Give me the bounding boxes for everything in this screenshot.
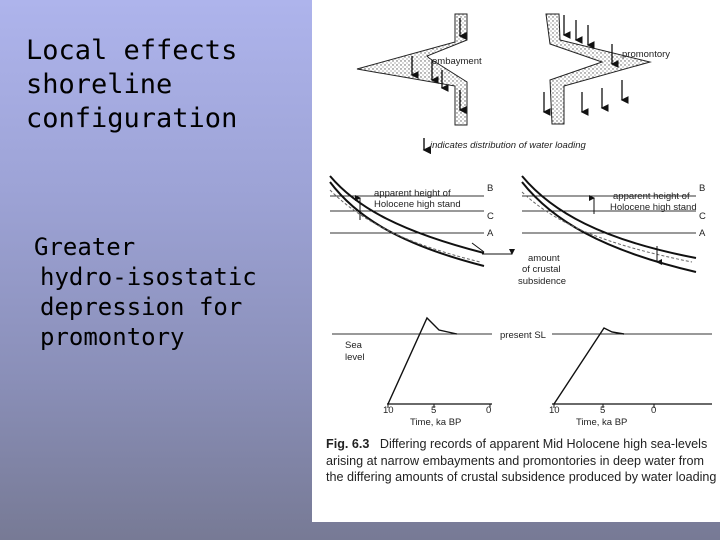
label-c: C — [699, 211, 706, 222]
title-line: configuration — [26, 103, 238, 134]
tick-label: 0 — [486, 405, 492, 416]
tick-label: 5 — [431, 405, 437, 416]
label-b: B — [487, 183, 494, 194]
title-line: shoreline — [26, 69, 173, 100]
present-sl-label: present SL — [500, 330, 546, 341]
sea-level-graph-2 — [552, 328, 712, 408]
label-c: C — [487, 211, 494, 222]
body-line: hydro-isostatic — [40, 263, 257, 291]
body-line: depression for — [40, 293, 243, 321]
amount-label: amount — [528, 253, 560, 264]
body-line: Greater — [34, 233, 136, 261]
tick-label: 10 — [383, 405, 394, 416]
holocene-high-stand-label: Holocene high stand — [374, 199, 461, 210]
figure-caption — [326, 436, 718, 486]
tick-label: 0 — [651, 405, 657, 416]
body-line: promontory — [40, 323, 185, 351]
tick-label: 10 — [549, 405, 560, 416]
title-line: Local effects — [26, 35, 238, 66]
slide-body — [34, 232, 309, 352]
label-b: B — [699, 183, 706, 194]
slide-title — [26, 34, 306, 136]
caption-text: Differing records of apparent Mid Holocene high sea-levels arising at narrow embayments and promontories in deep water from the differing amounts of crustal subsidence produced by water loading — [326, 437, 717, 484]
label-a: A — [487, 228, 494, 239]
sea-label: Sea — [345, 340, 362, 351]
of-crustal-label: of crustal — [522, 264, 561, 275]
tick-label: 5 — [600, 405, 606, 416]
sea-level-graph-1 — [332, 318, 492, 408]
subsidence-label: subsidence — [518, 276, 567, 287]
promontory-label: promontory — [622, 49, 671, 60]
apparent-height-label: apparent height of — [374, 188, 451, 199]
x-axis-label: Time, ka BP — [576, 417, 628, 428]
label-a: A — [699, 228, 706, 239]
promontory-diagram — [544, 14, 650, 124]
figure-panel — [312, 0, 720, 522]
legend-text: indicates distribution of water loading — [430, 140, 586, 151]
apparent-height-label: apparent height of — [613, 191, 690, 202]
embayment-diagram — [357, 14, 467, 125]
caption-figure-number: Fig. 6.3 — [326, 437, 370, 451]
embayment-label: embayment — [432, 56, 482, 67]
level-label: level — [345, 352, 365, 363]
holocene-high-stand-label: Holocene high stand — [610, 202, 697, 213]
x-axis-label: Time, ka BP — [410, 417, 462, 428]
